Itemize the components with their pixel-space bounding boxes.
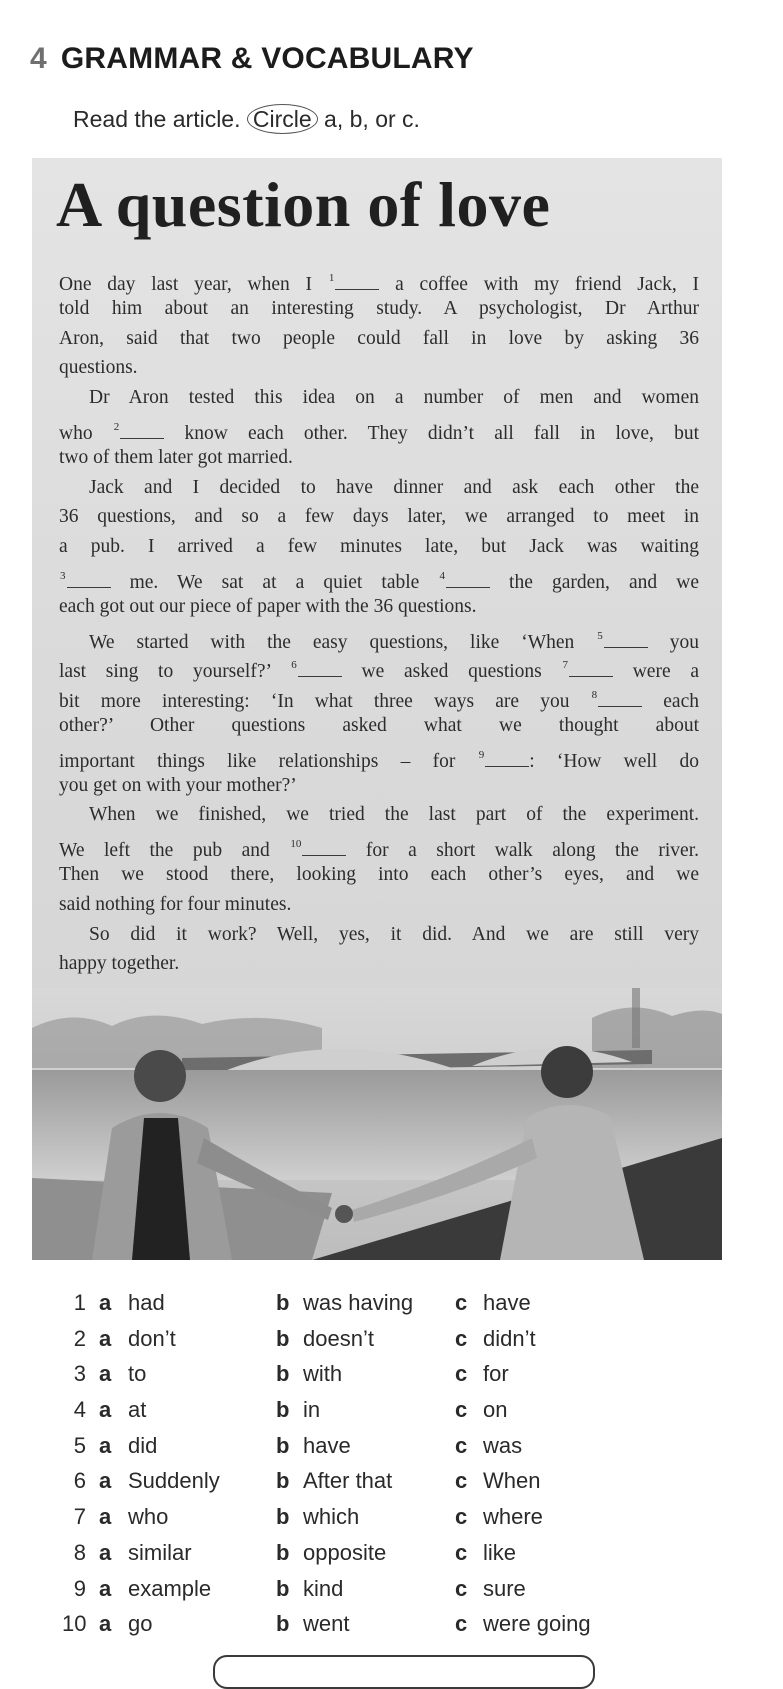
option-a[interactable]: don’t xyxy=(128,1325,176,1351)
option-letter-c: c xyxy=(455,1468,468,1494)
option-letter-c: c xyxy=(455,1504,468,1530)
article-line xyxy=(59,711,699,741)
option-c[interactable]: When xyxy=(483,1468,541,1494)
article-line xyxy=(59,502,699,532)
circled-word: Circle xyxy=(247,104,318,134)
question-number: 10 xyxy=(62,1611,87,1637)
option-b[interactable]: opposite xyxy=(303,1539,387,1565)
option-letter-b: b xyxy=(276,1397,290,1423)
question-number: 2 xyxy=(73,1325,86,1351)
article-text: for a short walk along the river. xyxy=(346,840,699,862)
article-text: a pub. I arrived a few minutes late, but Jack was waiting xyxy=(59,536,699,558)
article-title: A question of love xyxy=(56,169,551,240)
option-a[interactable]: to xyxy=(128,1361,147,1387)
answer-gap xyxy=(446,570,490,588)
option-letter-b: b xyxy=(276,1539,290,1565)
article-text: two of them later got married. xyxy=(59,446,293,468)
option-a[interactable]: Suddenly xyxy=(128,1468,220,1494)
article-text: Jack and I decided to have dinner and ask each other the xyxy=(89,476,699,498)
article-text: Then we stood there, looking into each other’s eyes, and we xyxy=(59,863,699,885)
article-line xyxy=(59,949,699,979)
article-text: the garden, and we xyxy=(489,571,699,593)
gap-number: 1 xyxy=(328,272,335,284)
option-letter-a: a xyxy=(99,1290,112,1315)
article-text: each xyxy=(642,691,699,713)
answer-gap xyxy=(569,660,613,678)
article-text: important things like relationships – for xyxy=(59,750,478,772)
article-text: each got out our piece of paper with the 36 questions. xyxy=(59,595,477,617)
option-letter-c: c xyxy=(455,1432,468,1458)
option-c[interactable]: like xyxy=(483,1539,517,1565)
answer-gap xyxy=(302,839,346,857)
option-letter-a: a xyxy=(99,1575,112,1601)
option-a[interactable]: example xyxy=(128,1575,212,1601)
option-a[interactable]: did xyxy=(128,1432,158,1458)
option-letter-a: a xyxy=(99,1468,112,1494)
option-letter-b: b xyxy=(276,1504,290,1530)
question-number: 9 xyxy=(73,1575,86,1601)
option-letter-c: c xyxy=(455,1397,468,1423)
article-line xyxy=(59,681,699,711)
article-text: bit more interesting: ‘In what three ways are you xyxy=(59,691,591,713)
article-text: know each other. They didn’t all fall in love, but xyxy=(164,422,699,444)
gap-number: 7 xyxy=(562,659,568,672)
article-line xyxy=(59,741,699,771)
article-text: One day last year, when I xyxy=(59,274,328,295)
option-letter-b: b xyxy=(276,1325,290,1351)
article-line xyxy=(59,622,699,652)
option-c[interactable]: for xyxy=(483,1361,509,1387)
answer-gap xyxy=(120,421,164,439)
option-letter-c: c xyxy=(455,1290,468,1315)
article-line xyxy=(59,264,699,294)
article-text: me. We sat at a quiet table xyxy=(110,571,439,593)
gap-number: 3 xyxy=(60,569,66,582)
option-letter-c: c xyxy=(455,1575,468,1601)
article-line xyxy=(59,860,699,890)
answer-gap xyxy=(298,660,342,678)
question-number: 6 xyxy=(73,1468,86,1494)
article-panel xyxy=(32,158,722,1260)
answer-gap xyxy=(335,272,379,290)
exercise-instruction xyxy=(73,104,420,134)
article-text: were a xyxy=(613,661,699,683)
article-line xyxy=(59,920,699,950)
article-line xyxy=(59,830,699,860)
option-letter-a: a xyxy=(99,1504,112,1530)
question-number: 8 xyxy=(73,1539,86,1565)
article-line xyxy=(59,294,699,324)
article-text: We left the pub and xyxy=(59,840,290,862)
article-text: questions. xyxy=(59,357,138,379)
answer-gap xyxy=(604,630,648,648)
article-line xyxy=(59,383,699,413)
option-a[interactable]: at xyxy=(128,1397,147,1423)
gap-number: 4 xyxy=(439,569,445,582)
option-letter-c: c xyxy=(455,1361,468,1387)
option-letter-b: b xyxy=(276,1575,290,1601)
article-text: 36 questions, and so a few days later, we arranged to meet in xyxy=(59,506,699,528)
option-a[interactable]: who xyxy=(128,1504,169,1530)
article-body xyxy=(59,264,699,979)
option-letter-c: c xyxy=(455,1611,468,1637)
option-b[interactable]: which xyxy=(303,1504,360,1530)
article-line xyxy=(59,651,699,681)
section-heading xyxy=(30,42,474,76)
question-number: 3 xyxy=(73,1361,86,1387)
option-b[interactable]: went xyxy=(303,1611,350,1637)
option-b[interactable]: doesn’t xyxy=(303,1325,374,1351)
option-letter-a: a xyxy=(99,1611,112,1637)
answer-gap xyxy=(598,690,642,708)
gap-number: 2 xyxy=(113,420,120,433)
option-letter-c: c xyxy=(455,1539,468,1565)
option-letter-b: b xyxy=(276,1468,290,1494)
article-text: happy together. xyxy=(59,953,180,975)
option-letter-a: a xyxy=(99,1325,112,1351)
article-line xyxy=(59,324,699,354)
article-line xyxy=(59,413,699,443)
article-text: we asked questions xyxy=(341,661,562,683)
article-line xyxy=(59,532,699,562)
article-text: When we finished, we tried the last part of the experiment. xyxy=(89,804,699,826)
article-text: said nothing for four minutes. xyxy=(59,893,292,915)
option-c[interactable]: was xyxy=(483,1432,523,1458)
article-line xyxy=(59,771,699,801)
article-text: who xyxy=(59,422,113,444)
couple-photo xyxy=(32,988,722,1260)
article-line xyxy=(59,473,699,503)
option-letter-b: b xyxy=(276,1432,290,1458)
option-letter-a: a xyxy=(99,1397,112,1423)
option-letter-b: b xyxy=(276,1361,290,1387)
question-number: 7 xyxy=(73,1504,86,1530)
gap-number: 9 xyxy=(478,748,485,761)
article-line xyxy=(59,353,699,383)
gap-number: 10 xyxy=(290,838,302,851)
option-b[interactable]: After that xyxy=(303,1468,393,1494)
option-letter-a: a xyxy=(99,1432,112,1458)
question-number: 5 xyxy=(73,1432,86,1458)
option-letter-b: b xyxy=(276,1290,290,1315)
article-text: you get on with your mother?’ xyxy=(59,774,297,796)
option-a[interactable]: go xyxy=(128,1611,153,1637)
gap-number: 8 xyxy=(591,689,598,702)
article-text: last sing to yourself?’ xyxy=(59,661,291,683)
bottom-box xyxy=(213,1655,595,1689)
article-text: So did it work? Well, yes, it did. And we are still very xyxy=(89,923,699,945)
option-c[interactable]: didn’t xyxy=(483,1325,536,1351)
option-letter-c: c xyxy=(455,1325,468,1351)
answer-gap xyxy=(67,570,111,588)
option-letter-b: b xyxy=(276,1611,290,1637)
option-b[interactable]: was having xyxy=(303,1290,414,1315)
option-b[interactable]: kind xyxy=(303,1575,344,1601)
article-text: We started with the easy questions, like ‘When xyxy=(89,631,597,653)
option-b[interactable]: in xyxy=(303,1397,321,1423)
option-letter-a: a xyxy=(99,1361,112,1387)
option-a[interactable]: similar xyxy=(128,1539,192,1565)
article-text: Aron, said that two people could fall in love by asking 36 xyxy=(59,327,699,349)
article-text: you xyxy=(647,631,700,653)
article-text: other?’ Other questions asked what we thought about xyxy=(59,714,699,736)
option-letter-a: a xyxy=(99,1539,112,1565)
article-text: a coffee with my friend Jack, I xyxy=(379,274,699,295)
article-line xyxy=(59,562,699,592)
section-title: GRAMMAR & VOCABULARY xyxy=(60,42,474,75)
option-c[interactable]: have xyxy=(483,1290,531,1315)
question-number: 4 xyxy=(73,1397,86,1423)
article-line xyxy=(59,443,699,473)
option-b[interactable]: have xyxy=(303,1432,351,1458)
option-c[interactable]: where xyxy=(483,1504,543,1530)
option-a[interactable]: had xyxy=(128,1290,165,1315)
option-c[interactable]: sure xyxy=(483,1575,526,1601)
article-line xyxy=(59,592,699,622)
answer-gap xyxy=(485,749,529,767)
gap-number: 5 xyxy=(597,629,603,642)
instruction-options: a, b, or c. xyxy=(324,106,420,132)
instruction-text: Read the article. xyxy=(73,106,241,132)
section-number: 4 xyxy=(30,42,47,75)
article-text: : ‘How well do xyxy=(529,750,699,772)
article-text: told him about an interesting study. A psychologist, Dr Arthur xyxy=(59,297,699,319)
option-b[interactable]: with xyxy=(303,1361,343,1387)
option-c[interactable]: on xyxy=(483,1397,508,1423)
question-number: 1 xyxy=(73,1290,86,1315)
article-line xyxy=(59,800,699,830)
article-text: Dr Aron tested this idea on a number of men and women xyxy=(89,387,699,409)
gap-number: 6 xyxy=(291,659,297,672)
photo-couple-by-river-icon xyxy=(32,988,722,1260)
option-c[interactable]: were going xyxy=(483,1611,591,1637)
article-line xyxy=(59,890,699,920)
